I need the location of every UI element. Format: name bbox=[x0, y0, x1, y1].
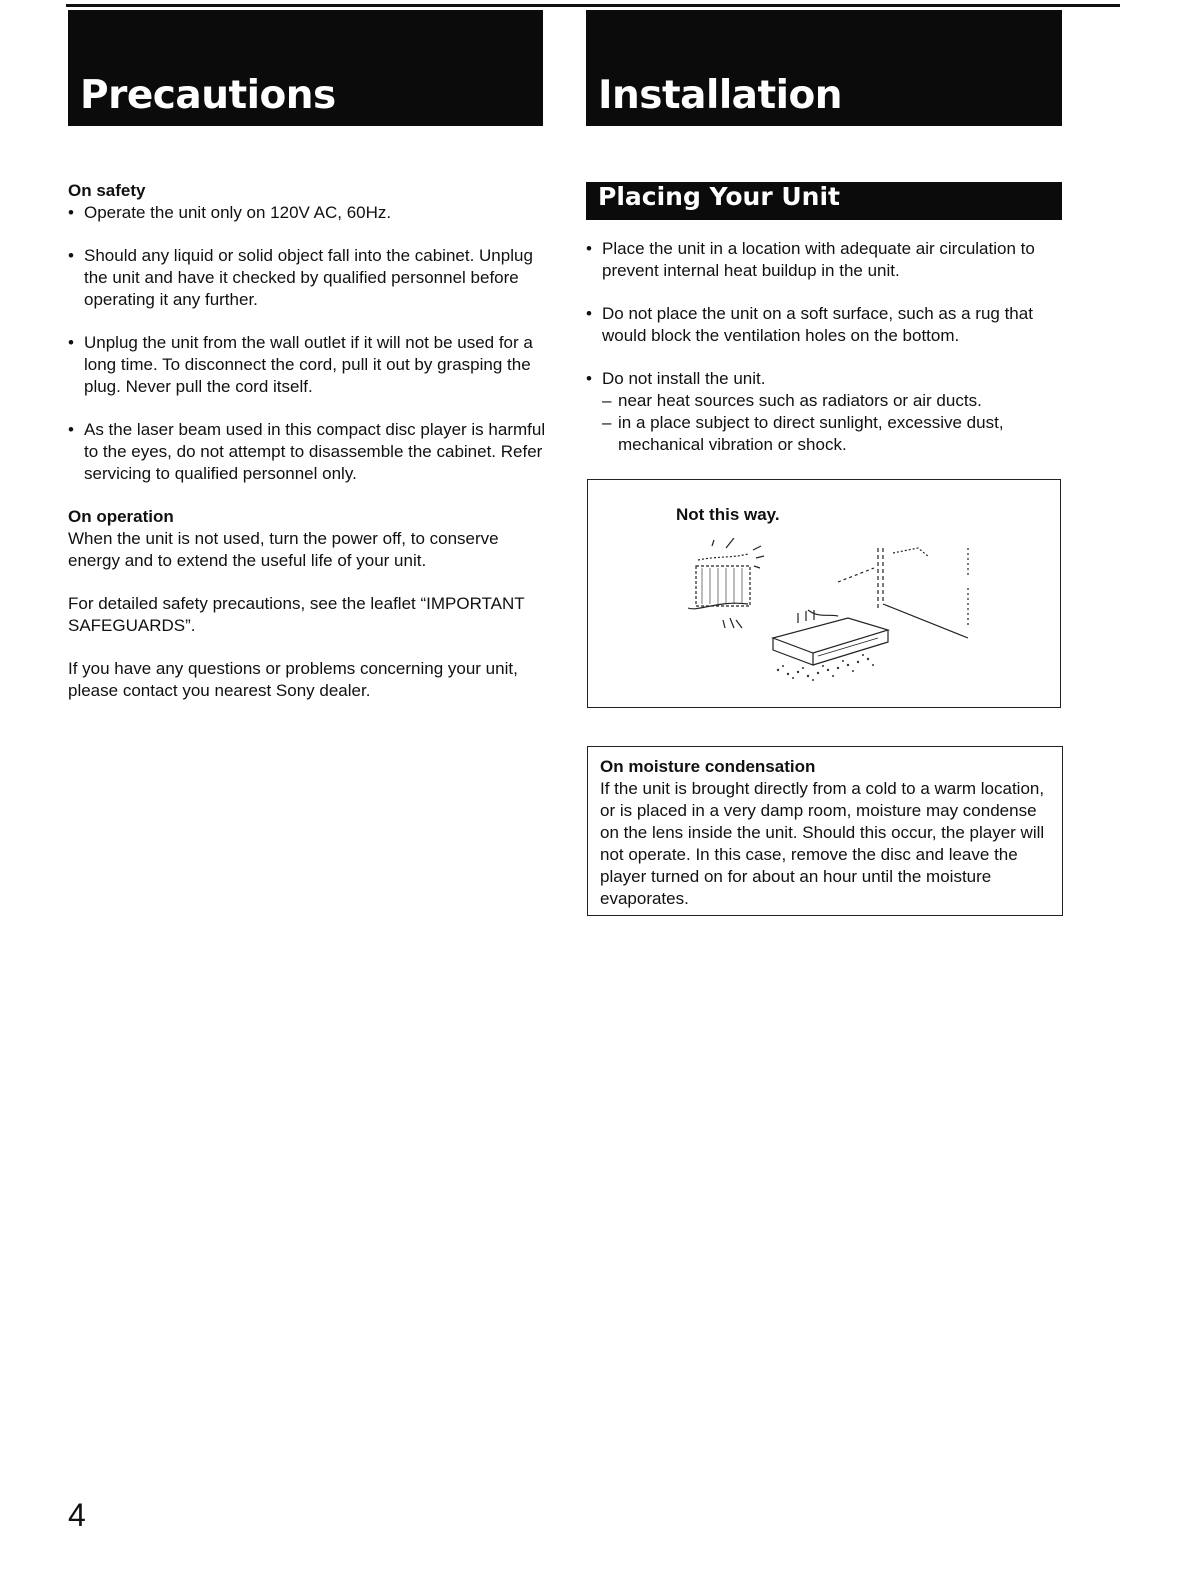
safety-item-4: • As the laser beam used in this compact disc player is harmful to the eyes, do not attempt to disassemble the cabinet. Refer servicing to qualified personnel only. bbox=[68, 419, 548, 485]
figure-caption: Not this way. bbox=[676, 505, 780, 524]
precautions-title: Precautions bbox=[80, 73, 336, 118]
precautions-header bbox=[68, 10, 543, 126]
operation-text: When the unit is not used, turn the power off, to conserve energy and to extend the useful life of your unit. bbox=[68, 529, 499, 570]
moisture-heading: On moisture condensation bbox=[600, 757, 816, 776]
safety-item-1: • Operate the unit only on 120V AC, 60Hz. bbox=[68, 202, 548, 224]
placing-subitem-1: – near heat sources such as radiators or air ducts. bbox=[586, 390, 1062, 412]
contact-text: If you have any questions or problems concerning your unit, please contact you nearest Sony dealer. bbox=[68, 659, 518, 700]
top-rule bbox=[66, 4, 1120, 7]
installation-title: Installation bbox=[598, 73, 843, 118]
operation-heading: On operation bbox=[68, 507, 174, 526]
safety-item-3: • Unplug the unit from the wall outlet if it will not be used for a long time. To disconnect the cord, pull it out by grasping the plug. Never pull the cord itself. bbox=[68, 332, 548, 398]
safety-heading: On safety bbox=[68, 181, 146, 200]
precautions-column bbox=[68, 180, 548, 702]
installation-column bbox=[586, 180, 1062, 456]
moisture-note bbox=[587, 746, 1063, 916]
safety-item-2: • Should any liquid or solid object fall into the cabinet. Unplug the unit and have it checked by qualified personnel before operating it any further. bbox=[68, 245, 548, 311]
placement-figure bbox=[587, 479, 1061, 708]
placing-unit-title: Placing Your Unit bbox=[598, 182, 840, 211]
placing-item-1: • Place the unit in a location with adequate air circulation to prevent internal heat buildup in the unit. bbox=[586, 238, 1062, 282]
installation-header bbox=[586, 10, 1062, 126]
placing-subitem-2: – in a place subject to direct sunlight, excessive dust, mechanical vibration or shock. bbox=[586, 412, 1062, 456]
placing-item-3: • Do not install the unit. bbox=[586, 368, 1062, 390]
placing-unit-header bbox=[586, 182, 1062, 220]
page-number: 4 bbox=[68, 1497, 86, 1533]
unit-placement-illustration bbox=[678, 538, 988, 688]
leaflet-text: For detailed safety precautions, see the leaflet “IMPORTANT SAFEGUARDS”. bbox=[68, 594, 525, 635]
moisture-text: If the unit is brought directly from a cold to a warm location, or is placed in a very damp room, moisture may condense on the lens inside the unit. Should this occur, the player will not operate. In this case, remove the disc and leave the player turned on for about an hour until the moisture evaporates. bbox=[600, 779, 1045, 908]
placing-item-2: • Do not place the unit on a soft surface, such as a rug that would block the ventilation holes on the bottom. bbox=[586, 303, 1062, 347]
